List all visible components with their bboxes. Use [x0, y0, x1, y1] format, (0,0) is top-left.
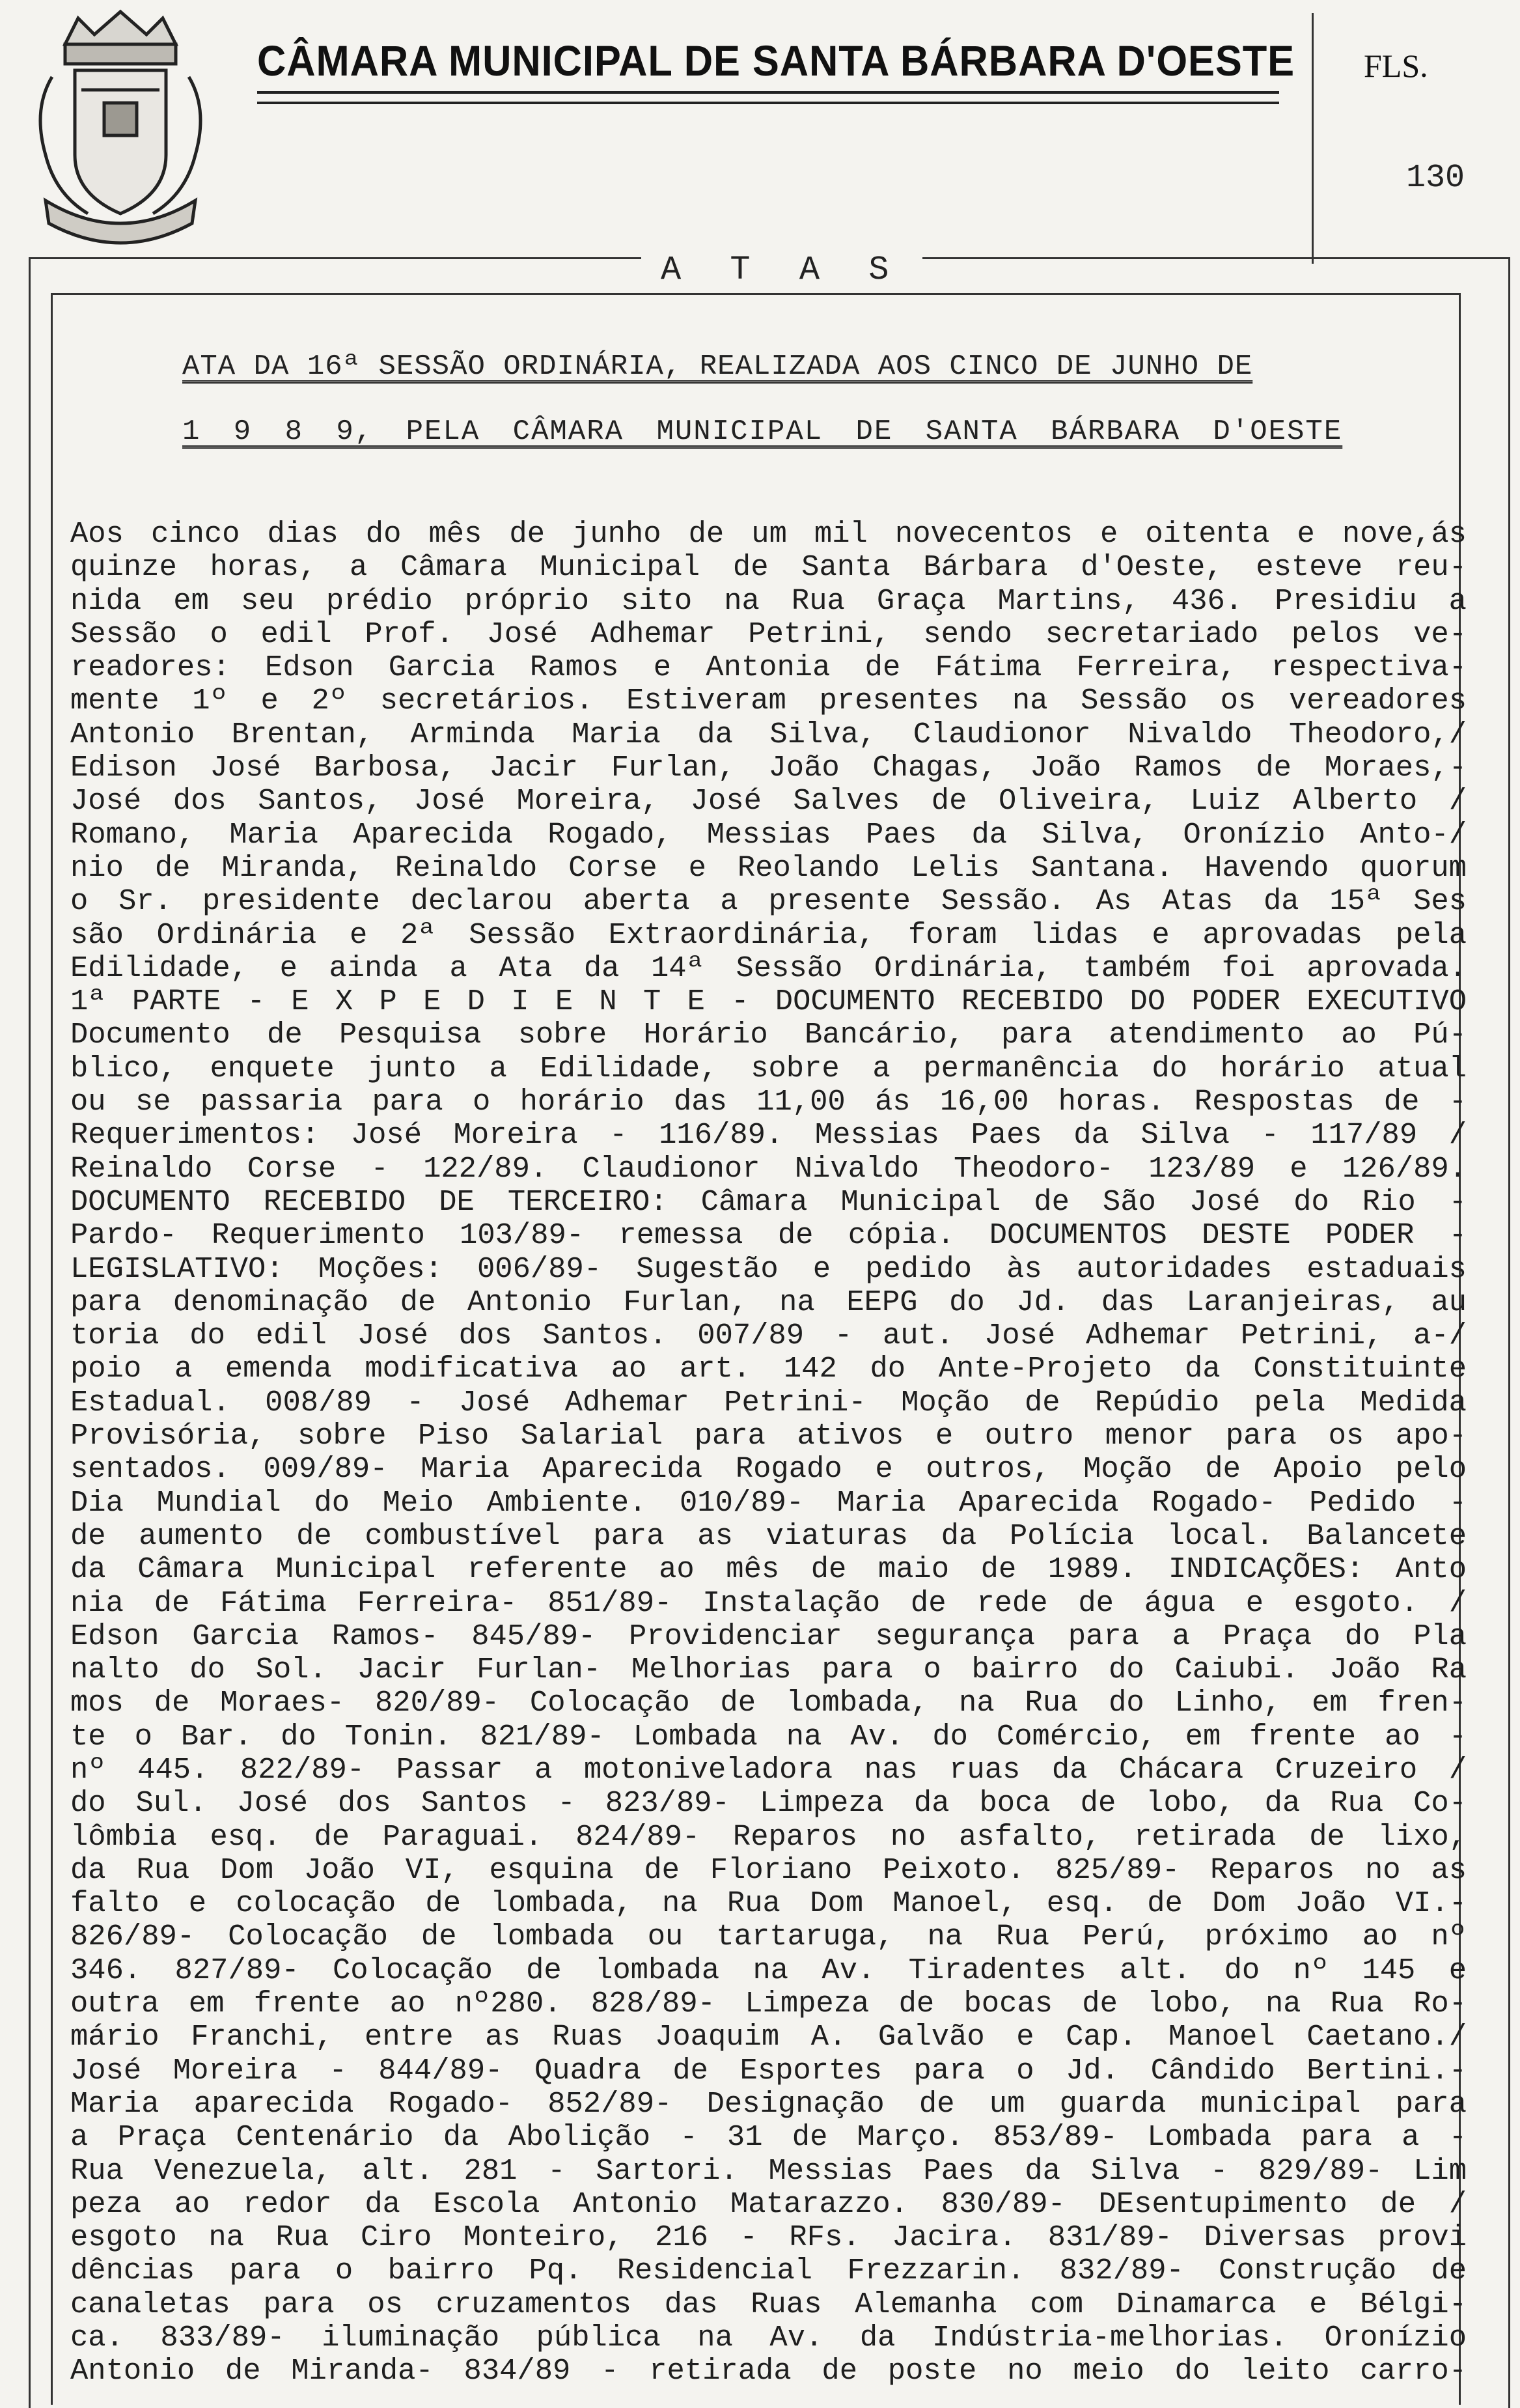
text-line: para denominação de Antonio Furlan, na EEPG do Jd. das Laranjeiras, au	[70, 1285, 1467, 1319]
text-line: ca. 833/89- iluminação pública na Av. da Indústria-melhorias. Oronízio	[70, 2321, 1467, 2355]
text-line: Requerimentos: José Moreira - 116/89. Messias Paes da Silva - 117/89 /	[70, 1118, 1467, 1153]
text-line: falto e colocação de lombada, na Rua Dom Manoel, esq. de Dom João VI.-	[70, 1886, 1467, 1921]
text-line: José dos Santos, José Moreira, José Salves de Oliveira, Luiz Alberto /	[70, 784, 1467, 819]
text-line: dências para o bairro Pq. Residencial Frezzarin. 832/89- Construção de	[70, 2254, 1467, 2288]
document-title-line-2: 1 9 8 9, PELA CÂMARA MUNICIPAL DE SANTA BÁRBARA D'OESTE	[182, 415, 1343, 448]
text-line: Sessão o edil Prof. José Adhemar Petrini, sendo secretariado pelos ve-	[70, 617, 1467, 651]
text-line: Antonio Brentan, Arminda Maria da Silva, Claudionor Nivaldo Theodoro,/	[70, 717, 1467, 751]
text-line: blico, enquete junto a Edilidade, sobre a permanência do horário atual	[70, 1051, 1467, 1085]
text-line: Maria aparecida Rogado- 852/89- Designação de um guarda municipal para	[70, 2086, 1467, 2121]
text-line: Edson Garcia Ramos- 845/89- Providenciar segurança para a Praça do Pla	[70, 1619, 1467, 1653]
text-line: canaletas para os cruzamentos das Ruas Alemanha com Dinamarca e Bélgi-	[70, 2287, 1467, 2321]
text-line: te o Bar. do Tonin. 821/89- Lombada na Av. do Comércio, em frente ao -	[70, 1719, 1467, 1754]
text-line: esgoto na Rua Ciro Monteiro, 216 - RFs. Jacira. 831/89- Diversas provi	[70, 2220, 1467, 2255]
text-line: Edison José Barbosa, Jacir Furlan, João Chagas, João Ramos de Moraes,-	[70, 751, 1467, 785]
text-line: Dia Mundial do Meio Ambiente. 010/89- Maria Aparecida Rogado- Pedido -	[70, 1485, 1467, 1520]
header-rule-top	[257, 91, 1279, 94]
page-number: 130	[1406, 160, 1465, 197]
text-line: do Sul. José dos Santos - 823/89- Limpeza da boca de lobo, da Rua Co-	[70, 1786, 1467, 1821]
text-line: José Moreira - 844/89- Quadra de Esportes para o Jd. Cândido Bertini.-	[70, 2053, 1467, 2088]
text-line: da Câmara Municipal referente ao mês de maio de 1989. INDICAÇÕES: Anto	[70, 1552, 1467, 1587]
text-line: Pardo- Requerimento 103/89- remessa de cópia. DOCUMENTOS DESTE PODER -	[70, 1218, 1467, 1253]
text-line: readores: Edson Garcia Ramos e Antonia de Fátima Ferreira, respectiva-	[70, 651, 1467, 685]
text-line: quinze horas, a Câmara Municipal de Santa Bárbara d'Oeste, esteve reu-	[70, 550, 1467, 585]
text-line: poio a emenda modificativa ao art. 142 do Ante-Projeto da Constituinte	[70, 1352, 1467, 1386]
text-line: 346. 827/89- Colocação de lombada na Av. Tiradentes alt. do nº 145 e	[70, 1953, 1467, 1987]
text-line: nida em seu prédio próprio sito na Rua Graça Martins, 436. Presidiu a	[70, 583, 1467, 618]
section-label: A T A S	[641, 251, 922, 289]
header-rule-bottom	[257, 102, 1279, 104]
text-line: toria do edil José dos Santos. 007/89 - aut. José Adhemar Petrini, a-/	[70, 1319, 1467, 1353]
text-line: lômbia esq. de Paraguai. 824/89- Reparos no asfalto, retirada de lixo,	[70, 1819, 1467, 1854]
fls-label: FLS.	[1364, 48, 1428, 84]
text-line: ou se passaria para o horário das 11,00 ás 16,00 horas. Respostas de -	[70, 1085, 1467, 1119]
text-line: nº 445. 822/89- Passar a motoniveladora nas ruas da Chácara Cruzeiro /	[70, 1752, 1467, 1787]
minutes-body	[70, 518, 1467, 2388]
text-line: Provisória, sobre Piso Salarial para ativos e outro menor para os apo-	[70, 1419, 1467, 1453]
text-line: Reinaldo Corse - 122/89. Claudionor Nivaldo Theodoro- 123/89 e 126/89.	[70, 1151, 1467, 1186]
text-line: Documento de Pesquisa sobre Horário Bancário, para atendimento ao Pú-	[70, 1018, 1467, 1052]
text-line: mente 1º e 2º secretários. Estiveram presentes na Sessão os vereadores	[70, 684, 1467, 718]
text-line: mos de Moraes- 820/89- Colocação de lombada, na Rua do Linho, em fren-	[70, 1686, 1467, 1720]
text-line: 1ª PARTE - E X P E D I E N T E - DOCUMENTO RECEBIDO DO PODER EXECUTIVO	[70, 985, 1467, 1019]
text-line: outra em frente ao nº280. 828/89- Limpeza de bocas de lobo, na Rua Ro-	[70, 1987, 1467, 2021]
document-title-line-1: ATA DA 16ª SESSÃO ORDINÁRIA, REALIZADA AOS CINCO DE JUNHO DE	[182, 350, 1253, 383]
text-line: Aos cinco dias do mês de junho de um mil novecentos e oitenta e nove,ás	[70, 517, 1467, 551]
coat-of-arms-icon	[26, 5, 215, 253]
text-line: a Praça Centenário da Abolição - 31 de Março. 853/89- Lombada para a -	[70, 2120, 1467, 2155]
text-line: nalto do Sol. Jacir Furlan- Melhorias para o bairro do Caiubi. João Ra	[70, 1653, 1467, 1687]
text-line: Estadual. 008/89 - José Adhemar Petrini- Moção de Repúdio pela Medida	[70, 1385, 1467, 1420]
header-title: CÂMARA MUNICIPAL DE SANTA BÁRBARA D'OESTE	[257, 36, 1295, 85]
text-line: são Ordinária e 2ª Sessão Extraordinária, foram lidas e aprovadas pela	[70, 917, 1467, 952]
text-line: Rua Venezuela, alt. 281 - Sartori. Messias Paes da Silva - 829/89- Lim	[70, 2153, 1467, 2188]
text-line: peza ao redor da Escola Antonio Matarazzo. 830/89- DEsentupimento de /	[70, 2187, 1467, 2221]
header-divider	[1312, 13, 1314, 264]
text-line: da Rua Dom João VI, esquina de Floriano Peixoto. 825/89- Reparos no as	[70, 1853, 1467, 1887]
text-line: DOCUMENTO RECEBIDO DE TERCEIRO: Câmara Municipal de São José do Rio -	[70, 1184, 1467, 1219]
text-line: nia de Fátima Ferreira- 851/89- Instalação de rede de água e esgoto. /	[70, 1586, 1467, 1620]
text-line: LEGISLATIVO: Moções: 006/89- Sugestão e pedido às autoridades estaduais	[70, 1252, 1467, 1286]
text-line: mário Franchi, entre as Ruas Joaquim A. Galvão e Cap. Manoel Caetano./	[70, 2020, 1467, 2054]
text-line: Romano, Maria Aparecida Rogado, Messias Paes da Silva, Oronízio Anto-/	[70, 817, 1467, 852]
text-line: de aumento de combustível para as viaturas da Polícia local. Balancete	[70, 1519, 1467, 1553]
text-line: Antonio de Miranda- 834/89 - retirada de poste no meio do leito carro-	[70, 2354, 1467, 2388]
text-line: sentados. 009/89- Maria Aparecida Rogado e outros, Moção de Apoio pelo	[70, 1452, 1467, 1487]
text-line: Edilidade, e ainda a Ata da 14ª Sessão Ordinária, também foi aprovada.	[70, 951, 1467, 985]
text-line: 826/89- Colocação de lombada ou tartaruga, na Rua Perú, próximo ao nº	[70, 1920, 1467, 1954]
text-line: o Sr. presidente declarou aberta a presente Sessão. As Atas da 15ª Ses	[70, 884, 1467, 919]
text-line: nio de Miranda, Reinaldo Corse e Reolando Lelis Santana. Havendo quorum	[70, 850, 1467, 885]
